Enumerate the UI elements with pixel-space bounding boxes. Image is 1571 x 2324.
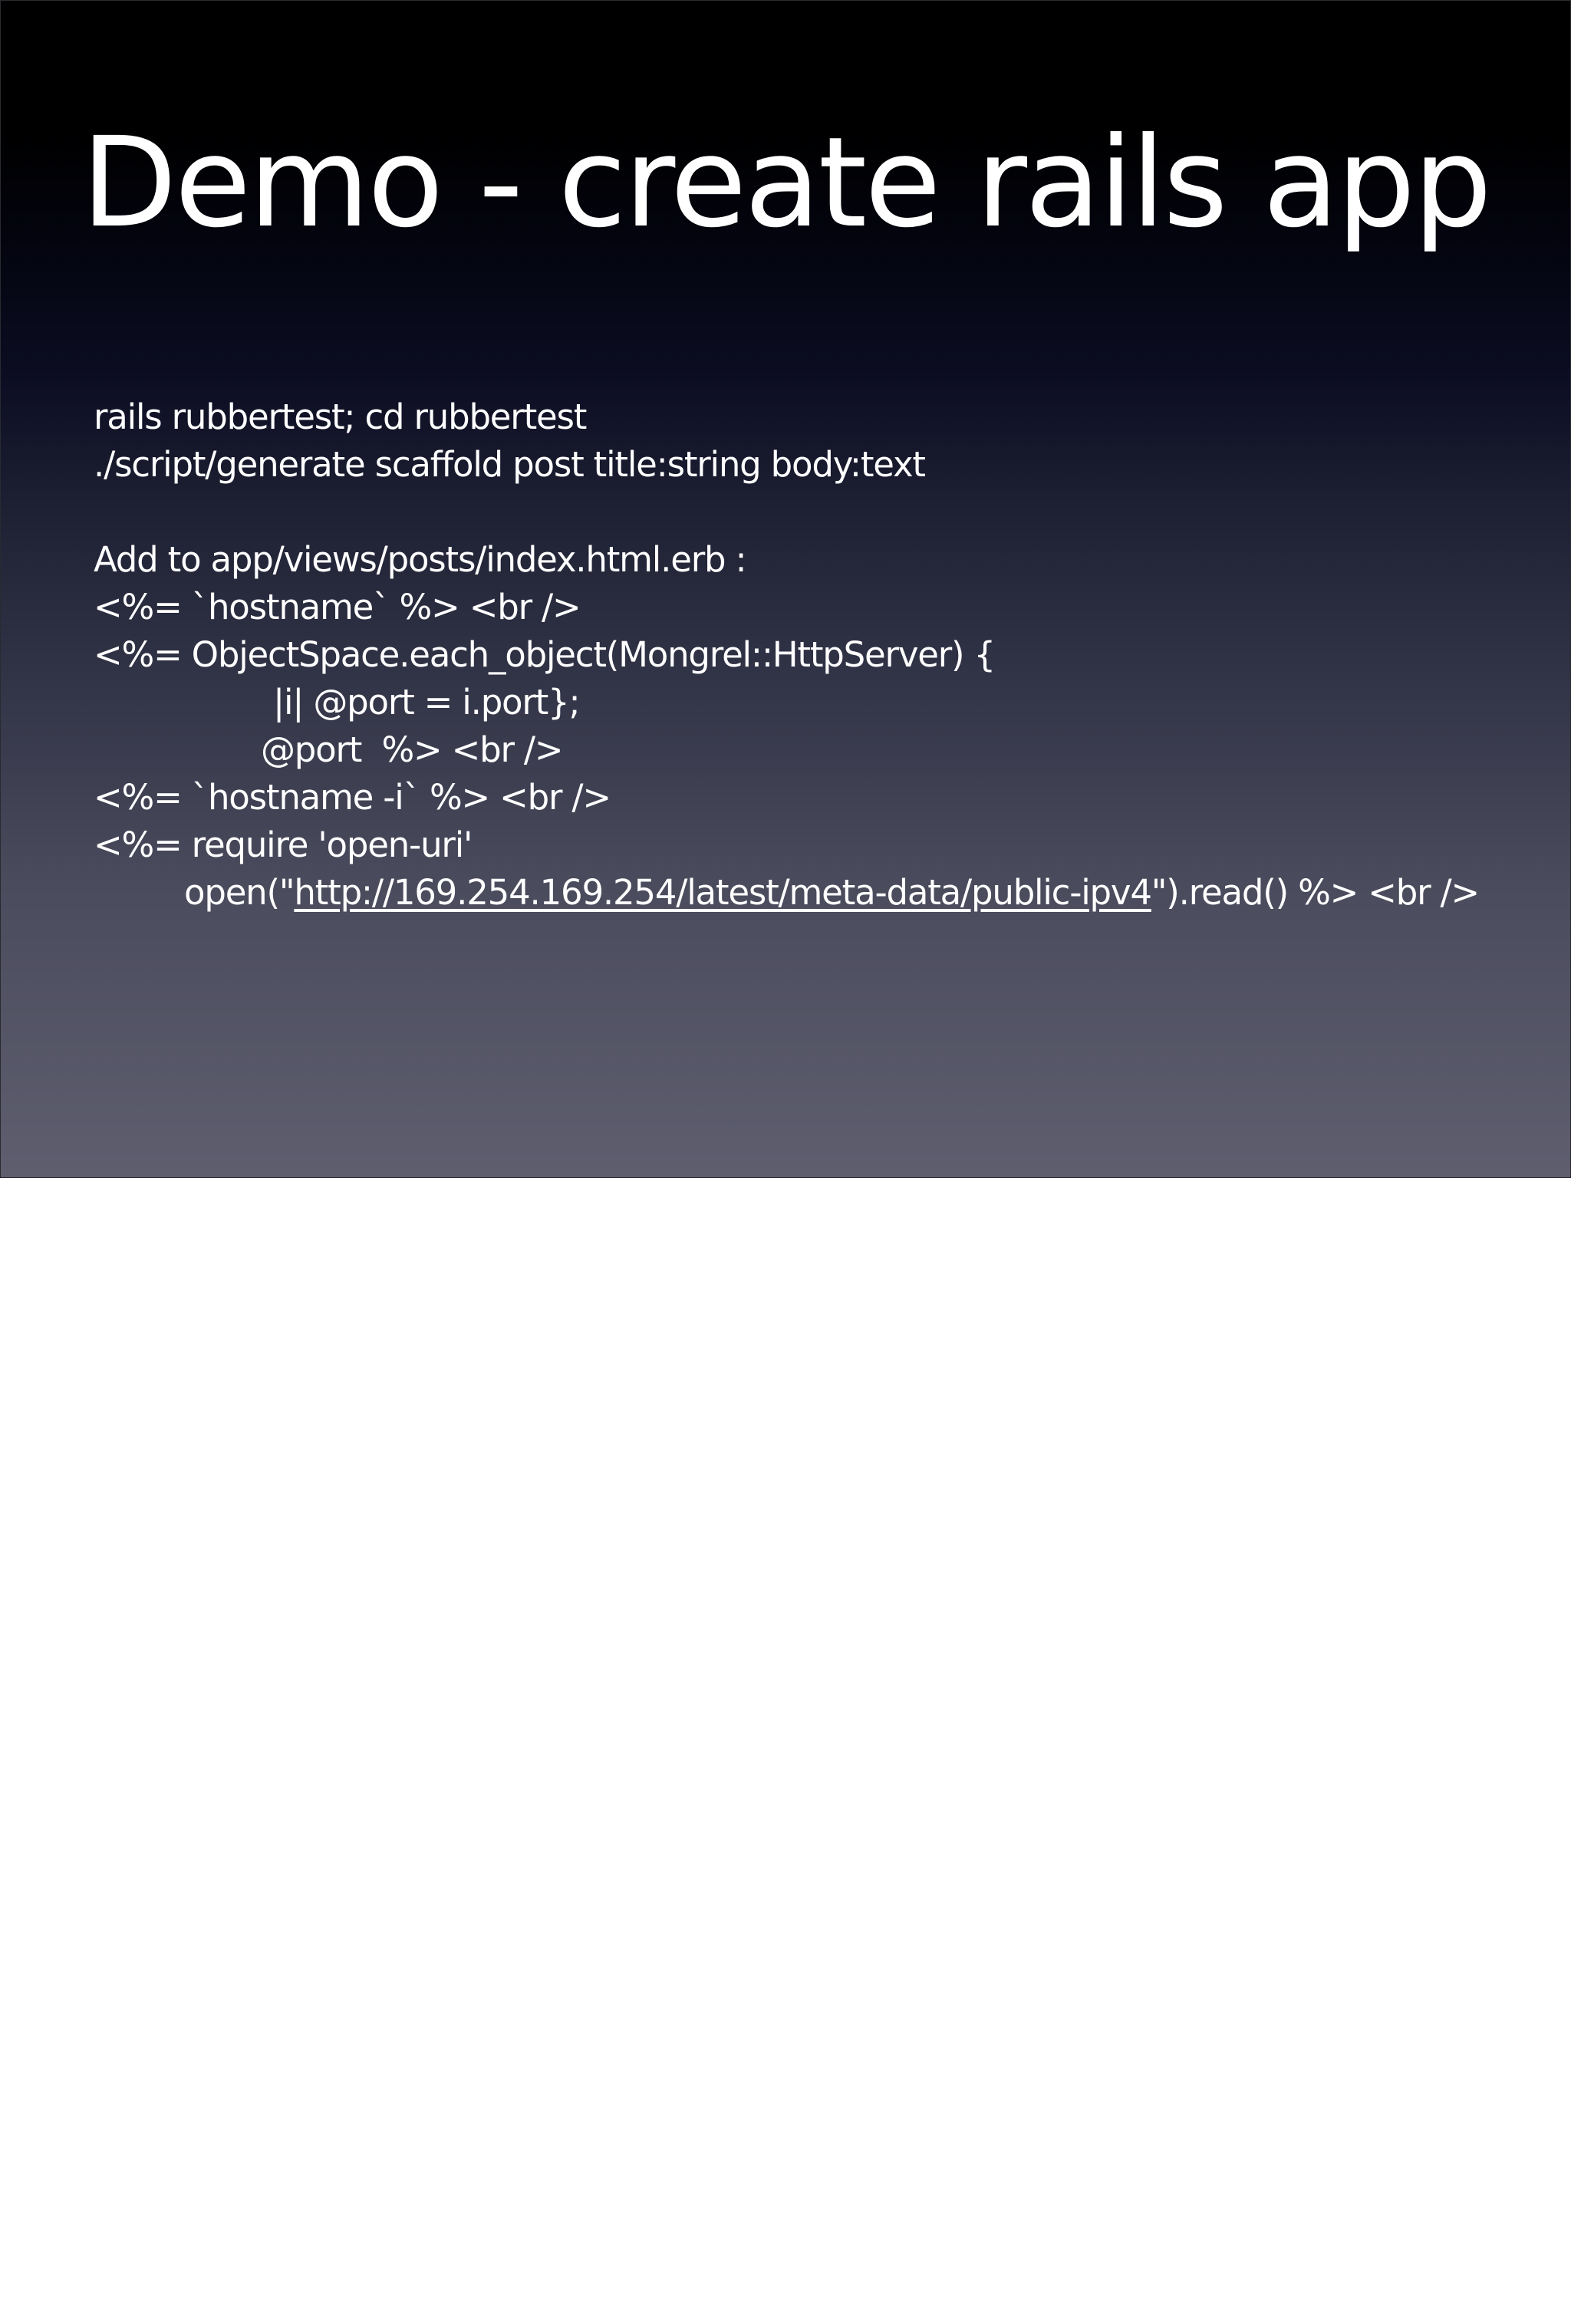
blank-line: [94, 489, 1551, 536]
code-line-suffix: ").read() %> <br />: [1151, 872, 1480, 913]
code-line: |i| @port = i.port};: [273, 682, 580, 723]
code-line: Add to app/views/posts/index.html.erb :: [94, 539, 746, 580]
code-line: rails rubbertest; cd rubbertest: [94, 397, 587, 437]
metadata-url-link[interactable]: http://169.254.169.254/latest/meta-data/public-ipv4: [294, 872, 1151, 913]
code-line-open-uri: [94, 869, 1551, 917]
code-line-prefix: open(": [184, 872, 295, 913]
code-line: ./script/generate scaffold post title:string body:text: [94, 444, 925, 485]
code-line: <%= require 'open-uri': [94, 825, 473, 865]
code-line: <%= `hostname -i` %> <br />: [94, 777, 611, 818]
slide-body: [94, 393, 1551, 917]
code-line: @port %> <br />: [261, 729, 563, 770]
slide-title: Demo - create rails app: [81, 111, 1490, 255]
code-line: <%= ObjectSpace.each_object(Mongrel::HttpServer) {: [94, 634, 995, 675]
code-line: <%= `hostname` %> <br />: [94, 587, 581, 627]
